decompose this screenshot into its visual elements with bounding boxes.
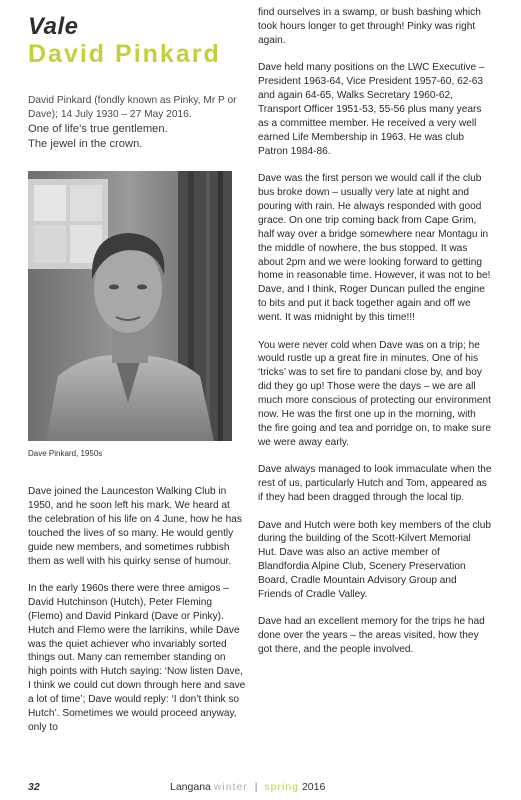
photo-caption: Dave Pinkard, 1950s xyxy=(28,449,103,458)
body-paragraph: find ourselves in a swamp, or bush bashing which took hours longer to get through! Pinky was right again. xyxy=(258,7,481,46)
issue-year: 2016 xyxy=(301,781,326,793)
person-name: David Pinkard xyxy=(28,40,221,68)
magazine-issue xyxy=(170,781,325,793)
issue-season-spring: spring xyxy=(264,781,300,793)
portrait-photo xyxy=(28,171,232,441)
left-column xyxy=(28,14,246,748)
magazine-title: Langana xyxy=(170,781,211,793)
body-paragraph: Dave and Hutch were both key members of the club during the building of the Scott-Kilvert Memorial Hut. Dave was also an active member of Blandfordia Alpine Club, Scenery Preservation Board, Cradle Mountain Advisory Group and Friends of Cradle Valley. xyxy=(258,519,491,601)
issue-separator: | xyxy=(254,781,258,793)
intro-tagline: One of life’s true gentlemen. xyxy=(28,123,168,135)
body-paragraph: You were never cold when Dave was on a trip; he would rustle up a great fire in minutes. One of his ‘tricks’ was to set fire to pandani close by, and boy did they go up! Those were the days – we are all much more conscious of protecting our environment now. He was the first one up in the morning, with the fire going and tea and porridge on, to make sure we were away early. xyxy=(258,339,492,448)
portrait-illustration xyxy=(28,171,232,441)
issue-season-winter: winter xyxy=(213,781,248,793)
intro-tagline-2: The jewel in the crown. xyxy=(28,138,143,150)
body-paragraph: Dave had an excellent memory for the trips he had done over the years – the areas visited, how they got there, and the people involved. xyxy=(258,616,485,656)
body-paragraph: In the early 1960s there were three amigos – David Hutchinson (Hutch), Peter Fleming (Flemo) and David Pinkard (Dave or Pinky). Hutch and Flemo were the larrikins, while Dave was the quiet achiever who invariably sorted things out. Many can remember standing on high points with Hutch saying: ‘Now listen Dave, I think we could cut down through here and save a lot of time’; Dave would reply: ‘I don’t think so Hutch’. Sometimes we would proceed anyway, only to xyxy=(28,582,246,733)
body-paragraph: Dave joined the Launceston Walking Club in 1950, and he soon left his mark. We heard at the celebration of his life on 4 June, how he has touched the lives of so many. He would gently guide new members, and sometimes rubbish them as well with his quirky sense of humour. xyxy=(28,486,242,567)
body-paragraph: Dave always managed to look immaculate when the rest of us, particularly Hutch and Tom, appeared as if they had been dragged through the local tip. xyxy=(258,464,492,504)
body-paragraph: Dave was the first person we would call if the club bus broke down – usually very late at night and pouring with rain. He always responded with good grace. On one trip coming back from Cape Grim, half way over a bridge somewhere near Montagu in the middle of nowhere, the bus stopped. It was about 2pm and we were looking forward to getting home in reasonable time. However, it was not to be! Dave, and I think, Roger Duncan pulled the engine to bits and put it back together again and off we went. It was midnight by this time!!! xyxy=(258,173,491,324)
intro-dates: David Pinkard (fondly known as Pinky, Mr P or Dave); 14 July 1930 – 27 May 2016. xyxy=(28,95,237,120)
page-number: 32 xyxy=(28,781,40,793)
section-title: Vale xyxy=(28,13,79,40)
right-column xyxy=(258,6,492,671)
body-paragraph: Dave held many positions on the LWC Executive – President 1963-64, Vice President 1957-60, 62-63 and again 64-65, Walks Secretary 1960-62, Transport Officer 1951-53, 55-56 plus many years as a committee member. He received a very well earned Life Membership in 1963. He was club Patron 1984-86. xyxy=(258,62,485,157)
